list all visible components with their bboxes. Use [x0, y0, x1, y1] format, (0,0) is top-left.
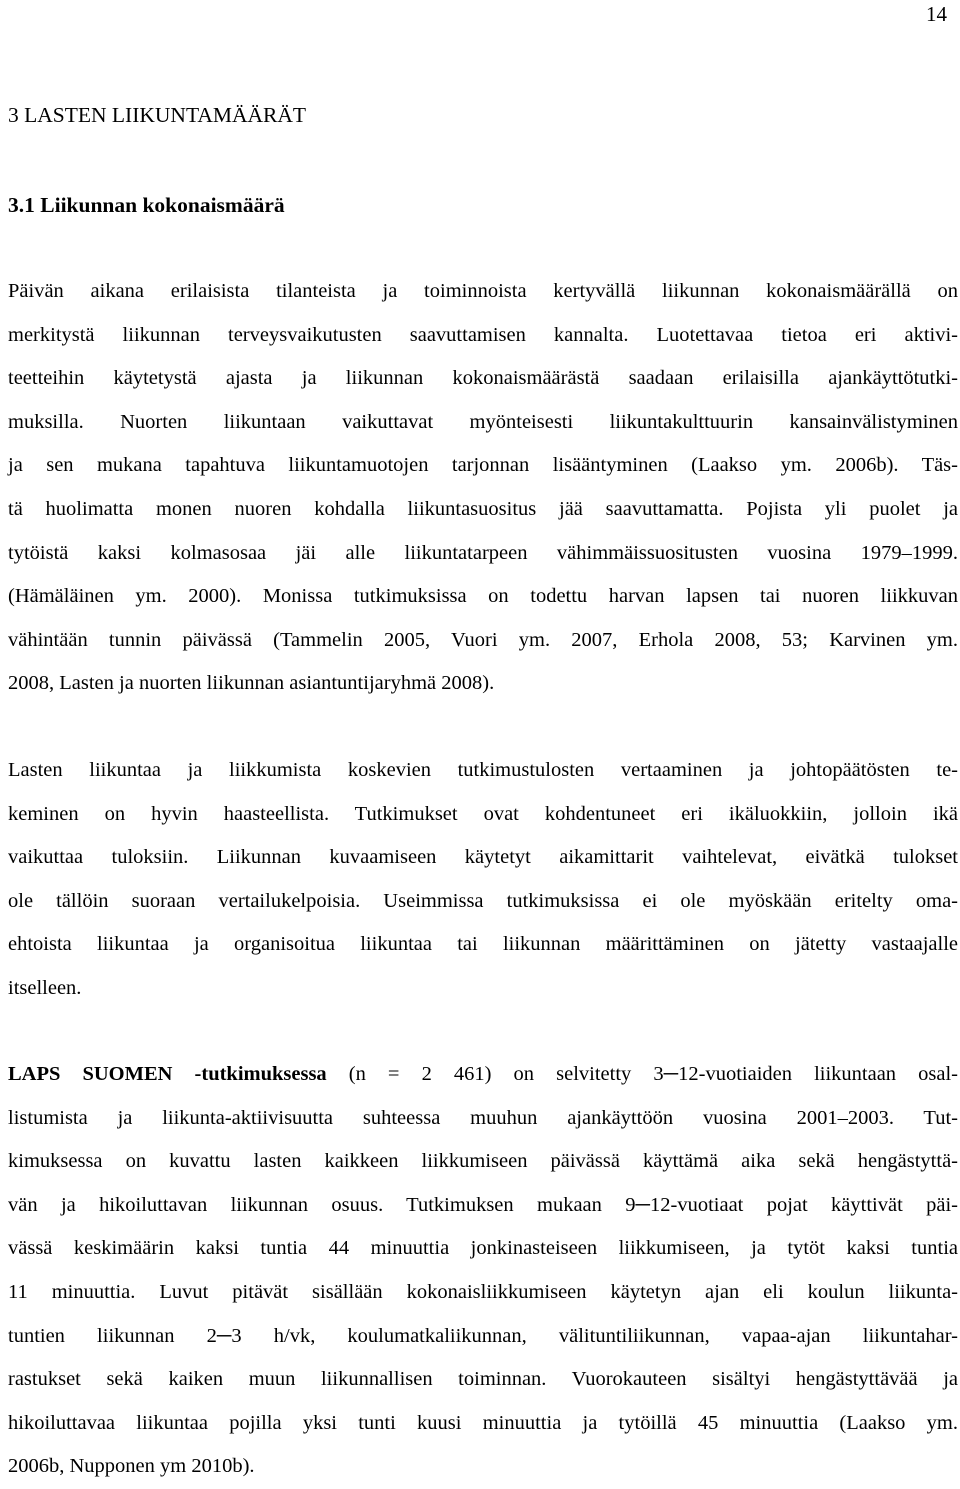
text-line: tytöistä kaksi kolmasosaa jäi alle liikuntatarpeen vähimmäissuositusten vuosina 1979–1999.	[8, 541, 958, 564]
paragraph-intro	[8, 270, 958, 706]
text-line	[8, 1053, 958, 1097]
text-line: vässä keskimäärin kaksi tuntia 44 minuuttia jonkinasteiseen liikkumiseen, ja tytöt kaksi tuntia	[8, 1237, 958, 1260]
section-heading: 3.1 Liikunnan kokonaismäärä	[8, 193, 285, 217]
text-fragment: (n = 2 461) on selvitetty 3─12-vuotiaiden liikuntaan osal-	[326, 1063, 958, 1085]
text-line: teetteihin käytetystä ajasta ja liikunnan kokonaismäärästä saadaan erilaisilla ajankäyttötutki-	[8, 367, 958, 390]
paragraph-laps-suomen	[8, 1053, 958, 1489]
text-line: Lasten liikuntaa ja liikkumista koskevien tutkimustulosten vertaaminen ja johtopäätösten te-	[8, 759, 958, 781]
text-line: tuntien liikunnan 2─3 h/vk, koulumatkaliikunnan, välituntiliikunnan, vapaa-ajan liikuntahar-	[8, 1324, 958, 1347]
study-name: LAPS SUOMEN -tutkimuksessa	[8, 1063, 327, 1085]
text-line: Päivän aikana erilaisista tilanteista ja toiminnoista kertyvällä liikunnan kokonaismäärällä on	[8, 280, 958, 302]
text-line: vähintään tunnin päivässä (Tammelin 2005, Vuori ym. 2007, Erhola 2008, 53; Karvinen ym.	[8, 628, 958, 651]
text-line: 2008, Lasten ja nuorten liikunnan asiantuntijaryhmä 2008).	[8, 672, 495, 695]
text-line: itselleen.	[8, 976, 82, 999]
text-line: (Hämäläinen ym. 2000). Monissa tutkimuksissa on todettu harvan lapsen tai nuoren liikkuvan	[8, 585, 958, 608]
text-line: tä huolimatta monen nuoren kohdalla liikuntasuositus jää saavuttamatta. Pojista yli puolet ja	[8, 497, 958, 520]
text-line: hikoiluttavaa liikuntaa pojilla yksi tunti kuusi minuuttia ja tytöillä 45 minuuttia (Laakso ym.	[8, 1411, 958, 1434]
text-line: kimuksessa on kuvattu lasten kaikkeen liikkumiseen päivässä käyttämä aika sekä hengästyttä-	[8, 1150, 958, 1173]
text-line: rastukset sekä kaiken muun liikunnallisen toiminnan. Vuorokauteen sisältyi hengästyttävää ja	[8, 1368, 958, 1391]
text-line: keminen on hyvin haasteellista. Tutkimukset ovat kohdentuneet eri ikäluokkiin, jolloin ikä	[8, 802, 958, 825]
text-line: merkitystä liikunnan terveysvaikutusten saavuttamisen kannalta. Luotettavaa tietoa eri aktivi-	[8, 323, 958, 346]
page-number: 14	[926, 2, 947, 26]
paragraph-research-comparison	[8, 749, 958, 1011]
text-line: 11 minuuttia. Luvut pitävät sisällään kokonaisliikkumiseen käytetyn ajan eli koulun liikunta-	[8, 1280, 958, 1303]
text-line: listumista ja liikunta-aktiivisuutta suhteessa muuhun ajankäyttöön vuosina 2001–2003. Tut-	[8, 1106, 958, 1129]
text-line: ehtoista liikuntaa ja organisoitua liikuntaa tai liikunnan määrittäminen on jätetty vastaajalle	[8, 933, 958, 956]
text-line: vaikuttaa tuloksiin. Liikunnan kuvaamiseen käytetyt aikamittarit vaihtelevat, eivätkä tulokset	[8, 846, 958, 869]
text-line: muksilla. Nuorten liikuntaan vaikuttavat myönteisesti liikuntakulttuurin kansainvälistyminen	[8, 410, 958, 433]
text-line: 2006b, Nupponen ym 2010b).	[8, 1455, 255, 1478]
text-line: vän ja hikoiluttavan liikunnan osuus. Tutkimuksen mukaan 9─12-vuotiaat pojat käyttivät päi-	[8, 1193, 958, 1216]
text-line: ja sen mukana tapahtuva liikuntamuotojen tarjonnan lisääntyminen (Laakso ym. 2006b). Täs-	[8, 454, 958, 477]
chapter-heading: 3 LASTEN LIIKUNTAMÄÄRÄT	[8, 103, 307, 127]
text-line: ole tällöin suoraan vertailukelpoisia. Useimmissa tutkimuksissa ei ole myöskään eritelty oma-	[8, 889, 958, 912]
